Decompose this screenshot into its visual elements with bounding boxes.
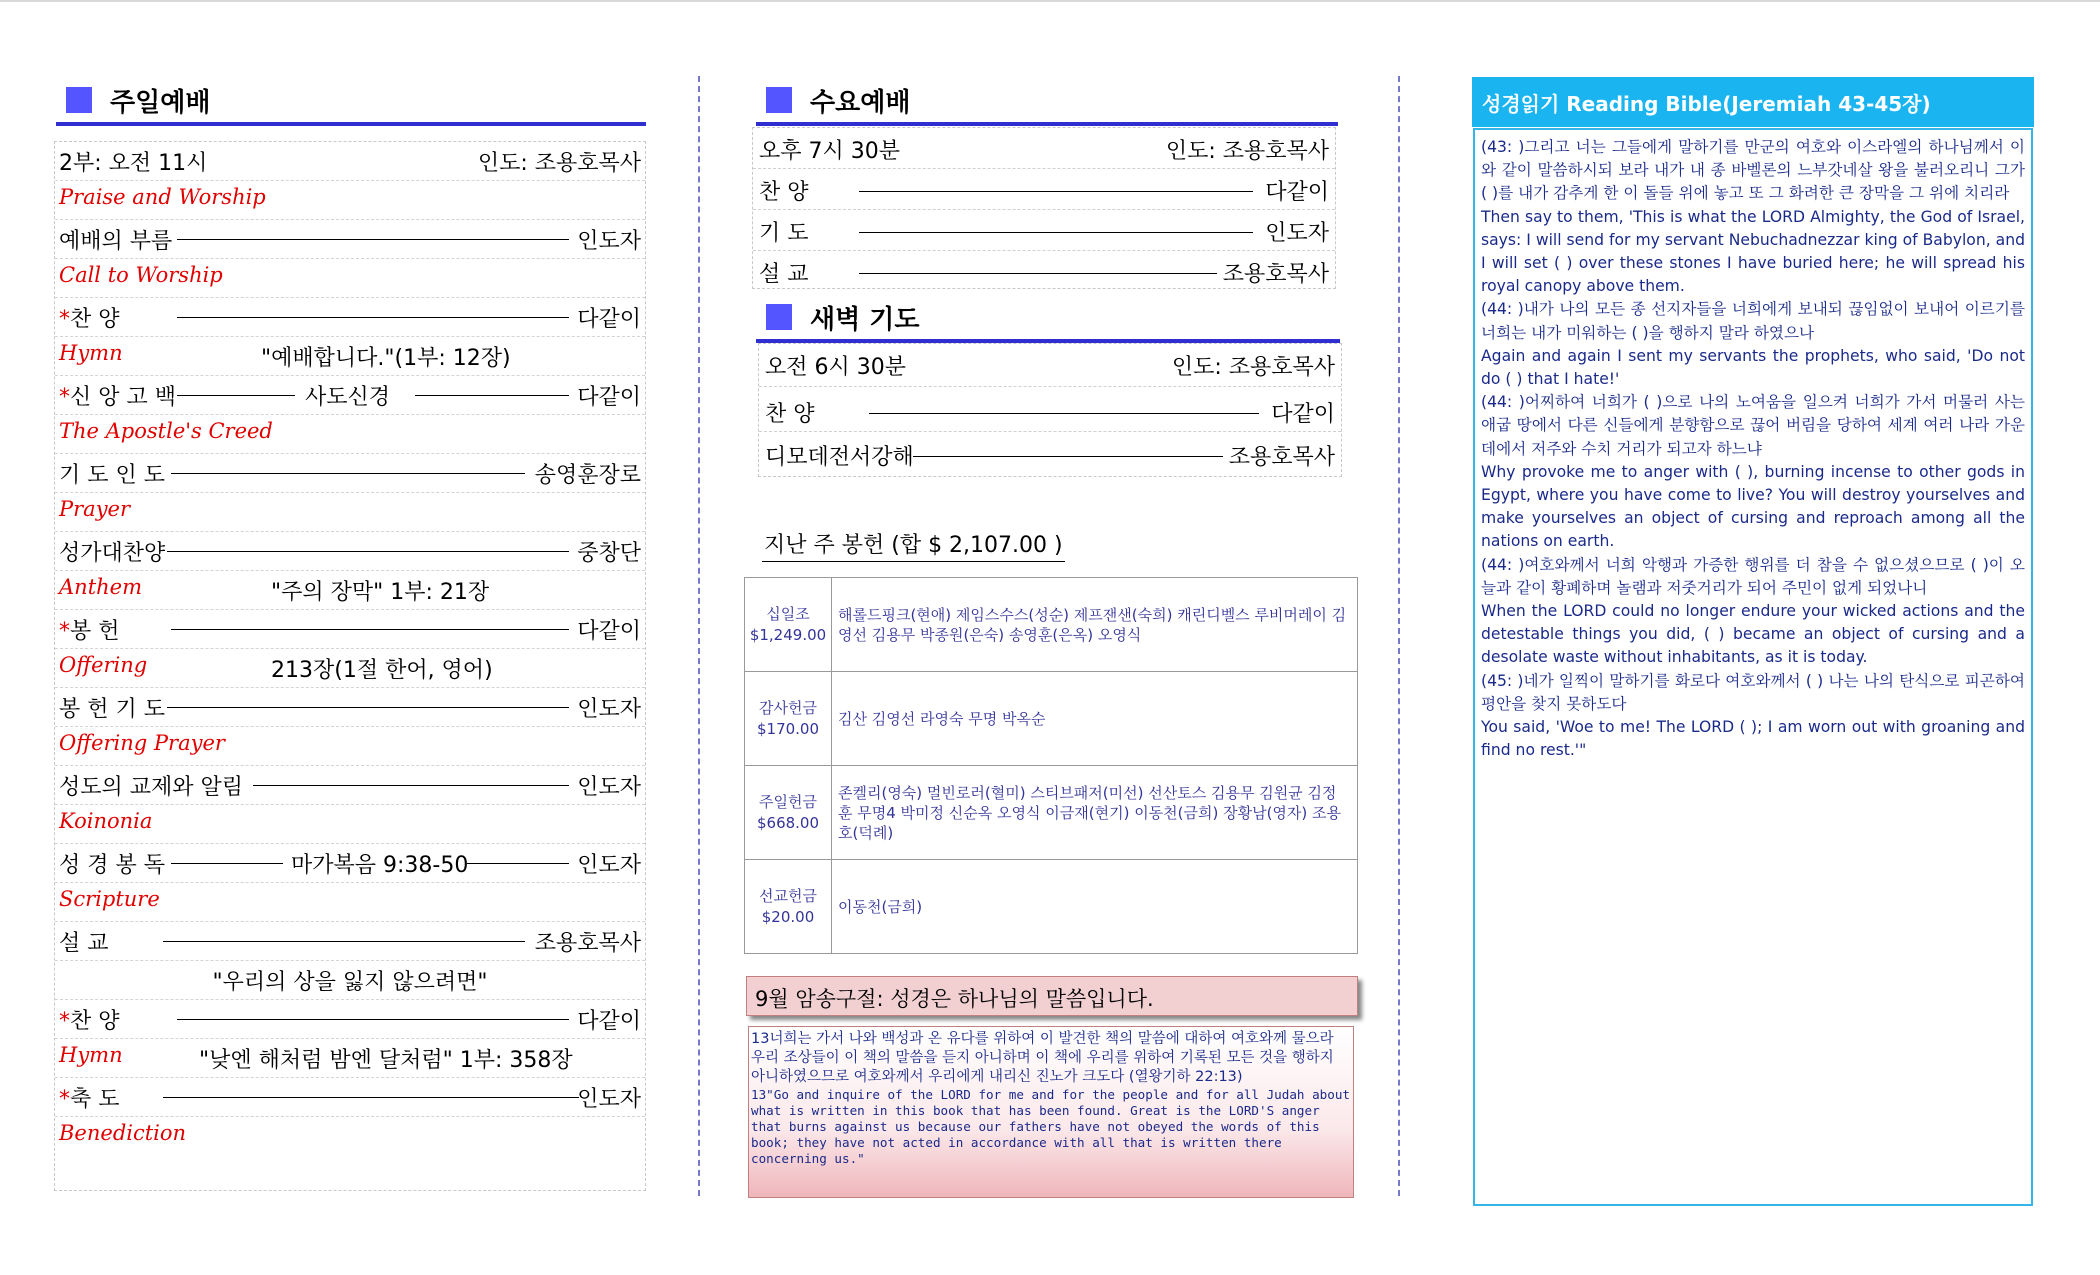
item-label: 찬 양	[759, 180, 809, 205]
item-who: 인도자	[577, 229, 641, 254]
item-who: 다같이	[577, 385, 641, 410]
top-border	[0, 0, 2100, 2]
leader-line	[163, 941, 525, 942]
wednesday-time-row	[753, 128, 1335, 169]
dawn-header	[756, 295, 1340, 343]
call-to-worship-en-row	[55, 259, 645, 298]
leader-line	[869, 413, 1259, 414]
offering-prayer-row	[55, 688, 645, 727]
benediction-row	[55, 1078, 645, 1117]
scripture-en-row	[55, 883, 645, 922]
leader-line	[253, 785, 569, 786]
item-who: 다같이	[577, 619, 641, 644]
item-who: 송영훈장로	[534, 463, 641, 488]
offering-names: 이동천(금희)	[832, 860, 1358, 954]
item-label: 찬 양	[70, 1009, 120, 1034]
item-who: 중창단	[577, 541, 641, 566]
wednesday-title: 수요예배	[810, 87, 911, 118]
sermon-row	[55, 922, 645, 961]
reading-paragraph: (44: )어찌하여 너희가 ( )으로 나의 노여움을 일으켜 너희가 가서 머물러 사는 애굽 땅에서 다른 신들에게 분향함으로 끊어 버림을 당하여 세계 여러 나라 가운데에서 저주와 수치 거리가 되고자 하느냐	[1481, 393, 2025, 458]
table-row	[745, 672, 1358, 766]
item-who: 조용호목사	[1222, 262, 1329, 287]
reading-paragraph: Why provoke me to anger with ( ), burning incense to other gods in Egypt, where you have come to live? You will destroy yourselves and make yourselves an object of cursing and reproach among all the nations on earth.	[1481, 462, 2025, 551]
hymn-row-2	[55, 1039, 645, 1078]
reading-paragraph: (43: )그리고 너는 그들에게 말하기를 만군의 여호와 이스라엘의 하나님께서 이와 같이 말씀하시되 보라 내가 내 종 바벨론의 느부갓네살 왕을 불러오리니 그가 ( )를 내가 감추게 한 이 돌들 위에 놓고 또 그 화려한 큰 장막을 그 위에 치리라	[1481, 138, 2025, 203]
hymn-title: "낮엔 해처럼 밤엔 달처럼" 1부: 358장	[199, 1048, 573, 1073]
item-label: 축 도	[70, 1087, 120, 1112]
offertory-row	[55, 610, 645, 649]
item-who: 인도자	[1265, 221, 1329, 246]
offering-type-cell	[745, 672, 832, 766]
offering-row	[55, 649, 645, 688]
item-en: Benediction	[59, 1121, 187, 1145]
item-label: 기 도 인 도	[59, 463, 165, 488]
sunday-order-of-service	[54, 141, 646, 1191]
item-who: 조용호목사	[534, 931, 641, 956]
sermon-title: "우리의 상을 잃지 않으려면"	[212, 970, 488, 995]
reading-paragraph: (44: )여호와께서 너희 악행과 가증한 행위를 더 참을 수 없으셨으므로 ( )이 오늘과 같이 황폐하며 놀램과 저줏거리가 되어 주민이 없게 되었나니	[1481, 555, 2025, 597]
offering-amount: $668.00	[756, 813, 820, 832]
dawn-row	[759, 387, 1341, 432]
closing-praise-row	[55, 1000, 645, 1039]
leader-line	[163, 1097, 579, 1098]
item-label: 성가대찬양	[59, 541, 166, 566]
offering-names: 존켈리(영숙) 멀빈로러(혈미) 스티브패저(미선) 선산토스 김용무 김원균 김정훈 무명4 박미정 신순옥 오영식 이금재(현기) 이동천(금희) 장황남(영자) 조용호(덕례)	[832, 766, 1358, 860]
item-label: 설 교	[759, 262, 809, 287]
praise-en: Praise and Worship	[59, 185, 266, 209]
choir-row	[55, 532, 645, 571]
offering-type: 선교헌금	[759, 886, 817, 905]
offering-hymn: 213장(1절 한어, 영어)	[271, 658, 493, 683]
wednesday-header	[756, 78, 1338, 126]
table-row	[745, 766, 1358, 860]
table-row	[745, 578, 1358, 672]
required-star: *	[59, 1087, 70, 1112]
sunday-header	[56, 78, 646, 126]
sunday-title: 주일예배	[110, 87, 211, 118]
item-label: 예배의 부름	[59, 229, 173, 254]
reading-paragraph: Then say to them, 'This is what the LORD Almighty, the God of Israel, says: I will send for my servant Nebuchadnezzar king of Babylon, and I will set ( ) over these stones I have buried here; he will spread his royal canopy above them.	[1481, 207, 2025, 296]
praise-song-row	[55, 298, 645, 337]
reading-paragraph: When the LORD could no longer endure your wicked actions and the detestable things you did, ( ) became an object of cursing and a desolate waste without inhabitants, as it is today.	[1481, 602, 2025, 667]
dawn-time-row	[759, 344, 1341, 387]
koinonia-row	[55, 766, 645, 805]
offering-type: 주일헌금	[759, 792, 817, 811]
item-en: Scripture	[59, 887, 160, 911]
item-who: 다같이	[577, 1009, 641, 1034]
item-en: The Apostle's Creed	[59, 419, 273, 443]
dawn-row	[759, 432, 1341, 476]
offering-amount: $20.00	[761, 907, 815, 926]
item-label: 봉 헌	[70, 619, 120, 644]
item-who: 인도자	[577, 1087, 641, 1112]
item-label: 찬 양	[70, 307, 120, 332]
bullet-square-icon	[766, 304, 792, 330]
wednesday-box	[752, 127, 1336, 289]
offering-title: 지난 주 봉헌 (합 $ 2,107.00 )	[762, 528, 1065, 562]
leader-line	[859, 191, 1253, 192]
anthem-row	[55, 571, 645, 610]
leader-line	[859, 273, 1217, 274]
item-label: 신 앙 고 백	[70, 385, 176, 410]
praise-row	[55, 181, 645, 220]
item-label: 기 도	[759, 221, 809, 246]
leader-line	[171, 863, 283, 864]
item-en: Prayer	[59, 497, 131, 521]
item-who: 다같이	[1265, 180, 1329, 205]
item-label: 디모데전서강해	[765, 445, 914, 470]
leader-line	[859, 232, 1253, 233]
reading-paragraph: (45: )네가 일찍이 말하기를 화로다 여호와께서 ( ) 나는 나의 탄식으로 피곤하여 평안을 찾지 못하도다	[1481, 671, 2025, 713]
offering-amount: $170.00	[756, 719, 820, 738]
prayer-row	[55, 454, 645, 493]
item-label: 성도의 교제와 알림	[59, 775, 244, 800]
leader-line	[177, 317, 569, 318]
service-leader: 인도: 조용호목사	[477, 151, 641, 176]
reading-paragraph: (44: )내가 나의 모든 종 선지자들을 너희에게 보내되 끊임없이 보내어 이르기를 너희는 내가 미워하는 ( )을 행하지 말라 하였으나	[1481, 300, 2025, 342]
creed-row	[55, 376, 645, 415]
item-mid: 사도신경	[305, 385, 391, 410]
item-who: 다같이	[1271, 402, 1335, 427]
memory-verse-box	[748, 1026, 1354, 1198]
leader-line	[467, 863, 569, 864]
benediction-en-row	[55, 1117, 645, 1155]
prayer-en-row	[55, 493, 645, 532]
leader-line	[167, 551, 569, 552]
scripture-row	[55, 844, 645, 883]
leader-line	[167, 707, 569, 708]
required-star: *	[59, 385, 70, 410]
item-who: 인도자	[577, 853, 641, 878]
reading-paragraph: Again and again I sent my servants the prophets, who said, 'Do not do ( ) that I hate!'	[1481, 346, 2025, 389]
call-to-worship-row	[55, 220, 645, 259]
dawn-time: 오전 6시 30분	[765, 355, 906, 380]
offering-names: 김산 김영선 라영숙 무명 박옥순	[832, 672, 1358, 766]
item-en: Koinonia	[59, 809, 153, 833]
item-label: 성 경 봉 독	[59, 853, 165, 878]
item-label: 설 교	[59, 931, 109, 956]
wednesday-row	[753, 210, 1335, 251]
creed-en-row	[55, 415, 645, 454]
dawn-box	[758, 343, 1342, 477]
offering-type-cell	[745, 578, 832, 672]
reading-paragraph: You said, 'Woe to me! The LORD ( ); I am worn out with groaning and find no rest.'"	[1481, 718, 2025, 760]
item-en: Call to Worship	[59, 263, 223, 287]
leader-line	[171, 629, 569, 630]
service-time: 2부: 오전 11시	[59, 151, 208, 176]
offering-type-cell	[745, 766, 832, 860]
hymn-row-1	[55, 337, 645, 376]
leader-line	[913, 456, 1223, 457]
hymn-label: Hymn	[59, 341, 123, 365]
item-label: 봉 헌 기 도	[59, 697, 165, 722]
reading-header: 성경읽기 Reading Bible(Jeremiah 43-45장)	[1472, 77, 2034, 127]
item-mid: 마가복음 9:38-50	[291, 853, 469, 878]
required-star: *	[59, 307, 70, 332]
item-who: 인도자	[577, 697, 641, 722]
item-who: 조용호목사	[1228, 445, 1335, 470]
offering-names: 해롤드핑크(현애) 제임스수스(성순) 제프잰샌(숙희) 캐린디벨스 루비머레이 김영선 김용무 박종원(은숙) 송영훈(은옥) 오영식	[832, 578, 1358, 672]
memory-verse-english: 13"Go and inquire of the LORD for me and for the people and for all Judah about what is written in this book that has been found. Great is the LORD'S anger that burns against us because our fathers have not obeyed the words of this book; they have not acted in accordance with all that is written there concerning us."	[751, 1087, 1350, 1166]
offering-table	[744, 577, 1358, 954]
table-row	[745, 860, 1358, 954]
memory-verse-title: 9월 암송구절: 성경은 하나님의 말씀입니다.	[746, 976, 1358, 1016]
offering-label: Offering	[59, 653, 148, 677]
wednesday-row	[753, 169, 1335, 210]
dawn-title: 새벽 기도	[810, 304, 920, 335]
leader-line	[415, 395, 569, 396]
offering-type: 감사헌금	[759, 698, 817, 717]
hymn-title: "예배합니다."(1부: 12장)	[261, 346, 511, 371]
service-time-row	[55, 142, 645, 181]
dawn-leader: 인도: 조용호목사	[1171, 355, 1335, 380]
bullet-square-icon	[766, 87, 792, 113]
item-label: 찬 양	[765, 402, 815, 427]
item-en: Offering Prayer	[59, 731, 225, 755]
column-divider-left	[698, 76, 700, 1196]
offering-prayer-en-row	[55, 727, 645, 766]
offering-type: 십일조	[766, 604, 810, 623]
reading-box	[1473, 128, 2033, 1206]
item-who: 다같이	[577, 307, 641, 332]
wednesday-time: 오후 7시 30분	[759, 139, 900, 164]
leader-line	[177, 395, 295, 396]
anthem-title: "주의 장막" 1부: 21장	[271, 580, 490, 605]
column-divider-right	[1398, 76, 1400, 1196]
memory-verse-korean: 13너희는 가서 나와 백성과 온 유다를 위하여 이 발견한 책의 말씀에 대하여 여호와께 물으라 우리 조상들이 이 책의 말씀을 듣지 아니하며 이 책에 우리를 위하여 기록된 모든 것을 행하지 아니하였으므로 여호와께서 우리에게 내리신 진노가 크도다 (열왕기하 22:13)	[751, 1031, 1334, 1085]
offering-type-cell	[745, 860, 832, 954]
leader-line	[177, 239, 569, 240]
item-who: 인도자	[577, 775, 641, 800]
leader-line	[177, 1019, 569, 1020]
required-star: *	[59, 619, 70, 644]
wednesday-row	[753, 251, 1335, 291]
offering-amount: $1,249.00	[749, 625, 827, 644]
hymn-label: Hymn	[59, 1043, 123, 1067]
required-star: *	[59, 1009, 70, 1034]
koinonia-en-row	[55, 805, 645, 844]
anthem-label: Anthem	[59, 575, 142, 599]
wednesday-leader: 인도: 조용호목사	[1165, 139, 1329, 164]
bullet-square-icon	[66, 87, 92, 113]
sermon-title-row	[55, 961, 645, 1000]
leader-line	[171, 473, 525, 474]
